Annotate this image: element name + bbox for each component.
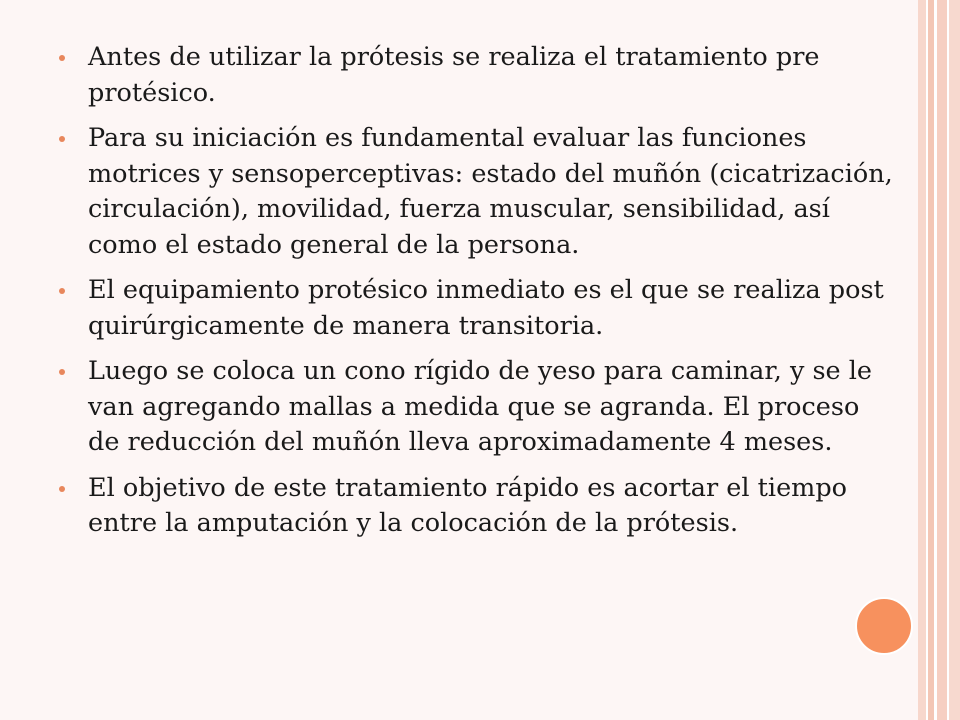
bullet-item bbox=[56, 121, 896, 263]
bullet-dot-icon bbox=[59, 136, 65, 142]
bullet-item bbox=[56, 354, 896, 461]
decorative-band bbox=[937, 0, 947, 720]
bullet-dot-icon bbox=[59, 486, 65, 492]
bullet-dot-icon bbox=[59, 369, 65, 375]
bullet-dot-icon bbox=[59, 288, 65, 294]
decorative-band bbox=[949, 0, 960, 720]
decorative-circle bbox=[855, 597, 913, 655]
bullet-text: Para su iniciación es fundamental evaluar las funciones motrices y sensoperceptivas: estado del muñón (cicatrización, circulación), movilidad, fuerza muscular, sensibilidad, así como el estado general de la persona. bbox=[88, 123, 893, 260]
bullet-item bbox=[56, 273, 896, 344]
bullet-text: Antes de utilizar la prótesis se realiza el tratamiento pre protésico. bbox=[88, 42, 820, 108]
bullet-list bbox=[56, 40, 896, 552]
bullet-text: Luego se coloca un cono rígido de yeso para caminar, y se le van agregando mallas a medida que se agranda. El proceso de reducción del muñón lleva aproximadamente 4 meses. bbox=[88, 356, 872, 457]
bullet-item bbox=[56, 40, 896, 111]
bullet-item bbox=[56, 471, 896, 542]
decorative-band bbox=[918, 0, 926, 720]
bullet-text: El equipamiento protésico inmediato es el que se realiza post quirúrgicamente de manera transitoria. bbox=[88, 275, 884, 341]
bullet-dot-icon bbox=[59, 55, 65, 61]
bullet-text: El objetivo de este tratamiento rápido es acortar el tiempo entre la amputación y la colocación de la prótesis. bbox=[88, 472, 848, 538]
